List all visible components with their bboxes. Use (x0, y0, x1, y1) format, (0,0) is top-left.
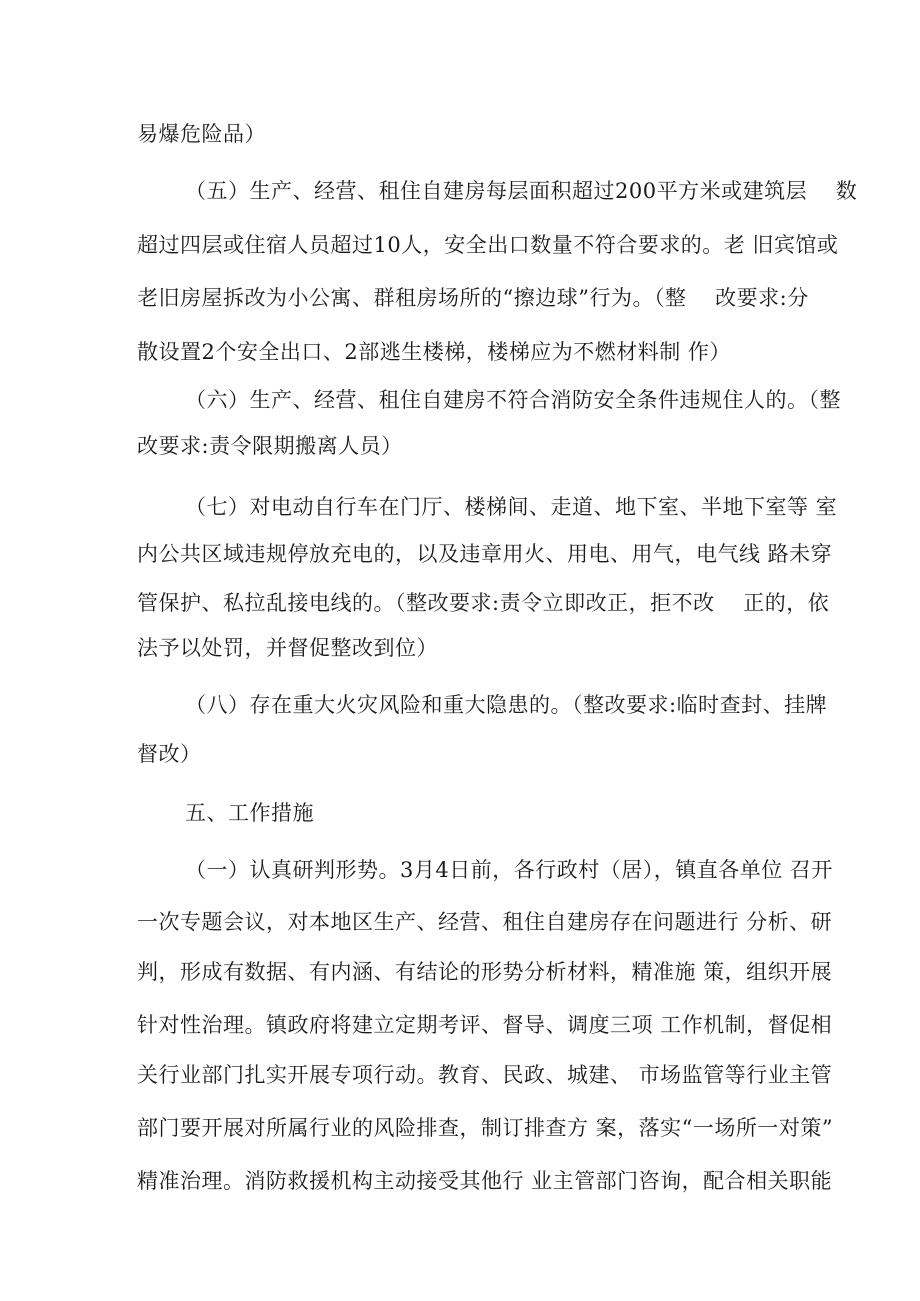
text-line: （六）生产、经营、租住自建房不符合消防安全条件违规住人的。（整 (185, 388, 841, 412)
text-line: 判，形成有数据、有内涵、有结论的形势分析材料，精准施 策，组织开展 (137, 960, 833, 984)
text-line: 部门要开展对所属行业的风险排查，制订排查方 案，落实“一场所一对策” (137, 1116, 834, 1140)
text-line: 老旧房屋拆改为小公寓、群租房场所的“擦边球”行为。（整 改要求:分 (137, 286, 809, 310)
text-line: 内公共区域违规停放充电的，以及违章用火、用电、用气，电气线 路未穿 (137, 542, 833, 566)
text-line: 法予以处罚，并督促整改到位） (137, 636, 438, 660)
text-line: （七）对电动自行车在门厅、楼梯间、走道、地下室、半地下室等 室 (185, 495, 838, 519)
text-line: 易爆危险品） (137, 122, 266, 146)
section-heading: 五、工作措施 (185, 801, 314, 825)
text-line: 精准治理。消防救援机构主动接受其他行 业主管部门咨询，配合相关职能 (137, 1169, 833, 1193)
text-line: 督改） (137, 742, 202, 766)
text-line: 针对性治理。镇政府将建立定期考评、督导、调度三项 工作机制，督促相 (137, 1013, 833, 1037)
text-line: （八）存在重大火灾风险和重大隐患的。（整改要求:临时查封、挂牌 (185, 693, 828, 717)
text-line: 一次专题会议，对本地区生产、经营、租住自建房存在问题进行 分析、研 (137, 910, 833, 934)
text-line: 管保护、私拉乱接电线的。（整改要求:责令立即改正，拒不改 正的，依 (137, 591, 830, 615)
text-line: （五）生产、经营、租住自建房每层面积超过200平方米或建筑层 数 (185, 179, 858, 203)
text-line: 超过四层或住宿人员超过10人，安全出口数量不符合要求的。老 旧宾馆或 (137, 233, 839, 257)
text-line: 关行业部门扎实开展专项行动。教育、民政、城建、 市场监管等行业主管 (137, 1063, 833, 1087)
text-line: 散设置2个安全出口、2部逃生楼梯，楼梯应为不燃材料制 作） (137, 340, 731, 364)
text-line: 改要求:责令限期搬离人员） (137, 434, 403, 458)
text-line: （一）认真研判形势。3月4日前，各行政村（居），镇直各单位 召开 (185, 858, 833, 882)
